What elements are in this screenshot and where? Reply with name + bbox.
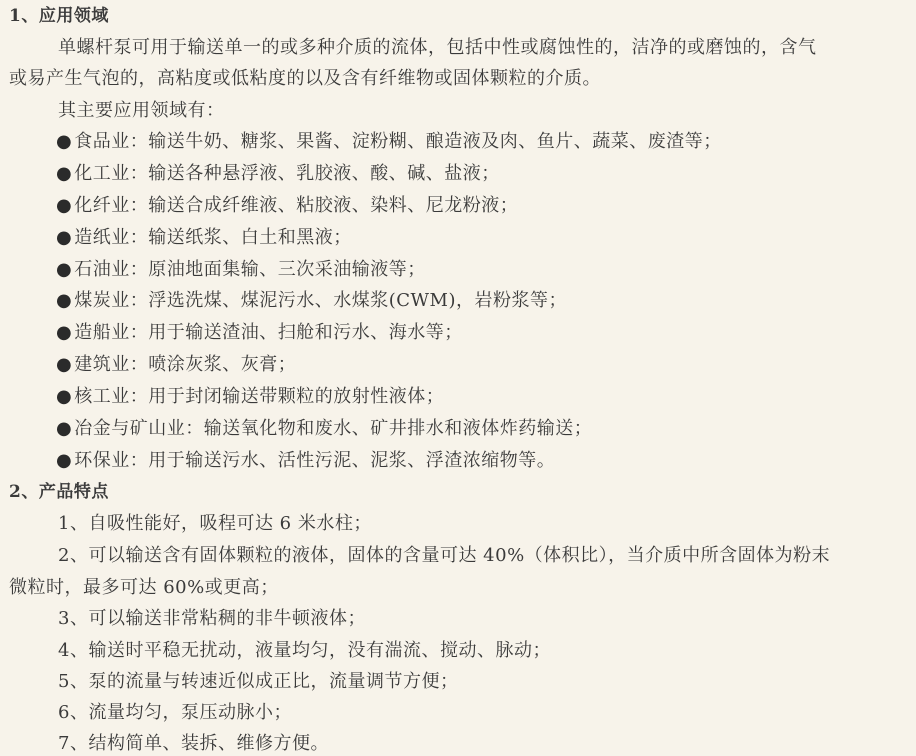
section-heading-application: 1、应用领域 bbox=[9, 6, 109, 26]
bullet-dot-icon: ● bbox=[56, 386, 73, 407]
feature-item: 4、输送时平稳无扰动，液量均匀，没有湍流、搅动、脉动； bbox=[58, 640, 551, 661]
list-item-text: 核工业：用于封闭输送带颗粒的放射性液体； bbox=[74, 386, 445, 407]
list-item bbox=[56, 385, 444, 409]
list-item-text: 建筑业：喷涂灰浆、灰膏； bbox=[74, 354, 297, 375]
list-item bbox=[56, 353, 296, 377]
intro-subheading: 其主要应用领域有： bbox=[58, 100, 225, 121]
list-item-text: 造船业：用于输送渣油、扫舱和污水、海水等； bbox=[74, 322, 463, 343]
list-item-text: 煤炭业：浮选洗煤、煤泥污水、水煤浆(CWM)，岩粉浆等； bbox=[74, 290, 567, 311]
feature-item: 7、结构简单、装拆、维修方便。 bbox=[58, 733, 329, 754]
bullet-dot-icon: ● bbox=[56, 450, 73, 471]
bullet-dot-icon: ● bbox=[56, 131, 73, 152]
list-item bbox=[56, 449, 555, 473]
list-item bbox=[56, 194, 518, 218]
list-item bbox=[56, 289, 567, 313]
bullet-dot-icon: ● bbox=[56, 322, 73, 343]
bullet-dot-icon: ● bbox=[56, 259, 73, 280]
feature-item: 1、自吸性能好，吸程可达 6 米水柱； bbox=[58, 513, 372, 534]
list-item bbox=[56, 321, 463, 345]
feature-item: 2、可以输送含有固体颗粒的液体，固体的含量可达 40%（体积比），当介质中所含固体为粉末 bbox=[58, 545, 831, 566]
list-item bbox=[56, 258, 426, 282]
bullet-dot-icon: ● bbox=[56, 290, 73, 311]
list-item bbox=[56, 130, 722, 154]
feature-item: 3、可以输送非常粘稠的非牛顿液体； bbox=[58, 608, 366, 629]
bullet-dot-icon: ● bbox=[56, 418, 73, 439]
list-item-text: 食品业：输送牛奶、糖浆、果酱、淀粉糊、酿造液及肉、鱼片、蔬菜、废渣等； bbox=[74, 131, 722, 152]
section-heading-features: 2、产品特点 bbox=[9, 482, 109, 502]
bullet-dot-icon: ● bbox=[56, 195, 73, 216]
intro-paragraph-line: 单螺杆泵可用于输送单一的或多种介质的流体，包括中性或腐蚀性的，洁净的或磨蚀的，含气 bbox=[58, 37, 817, 58]
bullet-dot-icon: ● bbox=[56, 354, 73, 375]
feature-item: 6、流量均匀，泵压动脉小； bbox=[58, 702, 292, 723]
list-item bbox=[56, 162, 500, 186]
bullet-dot-icon: ● bbox=[56, 227, 73, 248]
feature-item: 5、泵的流量与转速近似成正比，流量调节方便； bbox=[58, 671, 459, 692]
list-item bbox=[56, 226, 352, 250]
list-item-text: 化工业：输送各种悬浮液、乳胶液、酸、碱、盐液； bbox=[74, 163, 500, 184]
feature-item-continuation: 微粒时，最多可达 60%或更高； bbox=[9, 577, 279, 598]
bullet-dot-icon: ● bbox=[56, 163, 73, 184]
list-item-text: 化纤业：输送合成纤维液、粘胶液、染料、尼龙粉液； bbox=[74, 195, 519, 216]
list-item-text: 石油业：原油地面集输、三次采油输液等； bbox=[74, 259, 426, 280]
intro-paragraph-line: 或易产生气泡的，高粘度或低粘度的以及含有纤维物或固体颗粒的介质。 bbox=[9, 68, 601, 89]
list-item bbox=[56, 417, 592, 441]
list-item-text: 造纸业：输送纸浆、白土和黑液； bbox=[74, 227, 352, 248]
list-item-text: 环保业：用于输送污水、活性污泥、泥浆、浮渣浓缩物等。 bbox=[74, 450, 556, 471]
list-item-text: 冶金与矿山业：输送氧化物和废水、矿井排水和液体炸药输送； bbox=[74, 418, 593, 439]
